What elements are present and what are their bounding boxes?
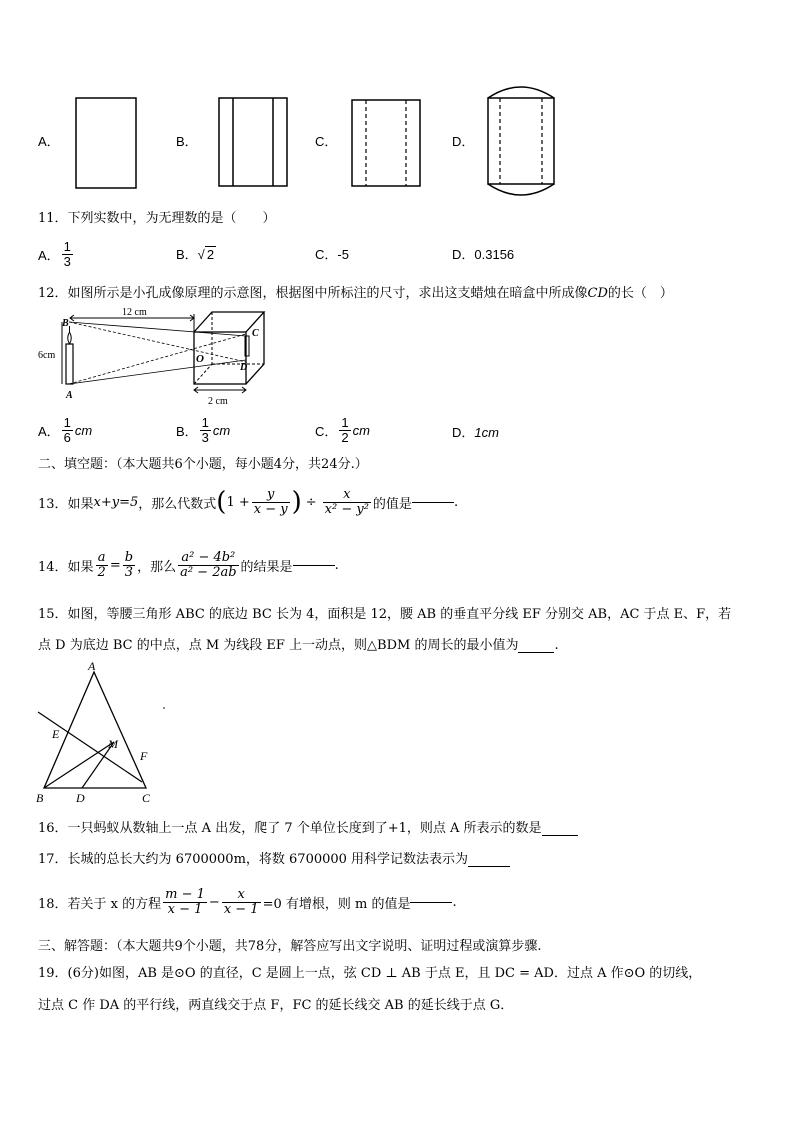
q12-option-a bbox=[38, 410, 92, 450]
q10-option-a-figure bbox=[74, 96, 138, 190]
q11-option-d: D．0.3156 bbox=[452, 247, 515, 262]
q13-f1-numerator: y bbox=[252, 488, 290, 503]
q16 bbox=[38, 817, 578, 836]
q11-option-a-letter: A． bbox=[38, 247, 60, 263]
q14-a-numerator: a bbox=[96, 551, 108, 566]
q10-option-d-letter: D． bbox=[452, 134, 475, 149]
q18: 18．若关于 x 的方程 $\frac{m - 1}{x - 1}$ − $\frac{x}{x - 1}$ =0 有增根，则 m 的值是 . bbox=[38, 886, 457, 917]
q13-answer-blank[interactable] bbox=[412, 502, 454, 503]
q18-f2-numerator: x bbox=[222, 888, 261, 903]
q12-label-d: D bbox=[240, 362, 248, 373]
q14-expr-denominator: a² − 2ab bbox=[180, 564, 237, 580]
right-paren-icon: ) bbox=[291, 487, 302, 517]
q17-answer-blank[interactable] bbox=[468, 866, 510, 867]
q10-option-c-letter: C． bbox=[315, 134, 338, 149]
q12-label-o: O bbox=[196, 353, 204, 365]
q12-dim-top: 12 cm bbox=[122, 307, 147, 318]
q12-label-c: C bbox=[252, 328, 259, 339]
q12-option-c bbox=[315, 410, 370, 450]
q15-label-a: A bbox=[88, 660, 96, 673]
q14-suffix: 的结果是 bbox=[240, 559, 293, 575]
q12-option-d-letter: D． bbox=[452, 425, 475, 440]
q13-one-plus: 1 + bbox=[226, 494, 250, 510]
q12-dim-bottom: 2 cm bbox=[208, 396, 228, 407]
q15-line-2-text: 点 D 为底边 BC 的中点，点 M 为线段 EF 上一动点，则△BDM 的周长的最小值为 bbox=[38, 638, 519, 653]
q18-prefix: 18．若关于 x 的方程 bbox=[38, 896, 162, 912]
q12-option-c-denominator: 2 bbox=[341, 429, 349, 445]
q15-figure bbox=[34, 660, 174, 804]
q17 bbox=[38, 848, 510, 867]
q12-stem-text: 12．如图所示是小孔成像原理的示意图，根据图中所标注的尺寸，求出这支蜡烛在暗盒中所成像 bbox=[38, 286, 588, 301]
q10-option-a-letter: A． bbox=[38, 134, 60, 149]
q17-text: 17．长城的总长大约为 6700000m，将数 6700000 用科学记数法表示为 bbox=[38, 852, 469, 867]
q15-label-c: C bbox=[142, 791, 151, 804]
q15-label-f: F bbox=[140, 749, 148, 763]
q12-option-a-unit: cm bbox=[74, 422, 93, 438]
q11-option-b-letter: B． bbox=[176, 247, 198, 262]
q11-option-b bbox=[176, 244, 216, 263]
q12-option-a-numerator: 1 bbox=[63, 414, 71, 430]
q19-line-1: 19．(6分)如图，AB 是⊙O 的直径，C 是圆上一点，弦 CD ⊥ AB 于点 E，且 DC = AD．过点 A 作⊙O 的切线， bbox=[38, 966, 702, 981]
q14-a-denominator: 2 bbox=[97, 564, 106, 580]
q13-f1-denominator: x − y bbox=[253, 501, 288, 517]
q18-suffix: =0 有增根，则 m 的值是 bbox=[262, 896, 411, 912]
q13-middle: ，那么代数式 bbox=[138, 496, 217, 512]
q12-figure bbox=[32, 306, 272, 410]
q12-option-d-value: 1cm bbox=[474, 425, 499, 440]
q14-b-denominator: 3 bbox=[124, 564, 134, 580]
q14-b-numerator: b bbox=[124, 549, 134, 565]
q11-option-a-denominator: 3 bbox=[63, 253, 71, 269]
q16-answer-blank[interactable] bbox=[542, 835, 578, 836]
q12-option-d bbox=[452, 422, 499, 441]
q16-text: 16．一只蚂蚁从数轴上一点 A 出发，爬了 7 个单位长度到了+1，则点 A 所表示的数是 bbox=[38, 821, 542, 836]
q14-equals: = bbox=[109, 557, 121, 573]
q14-answer-blank[interactable] bbox=[293, 565, 335, 566]
q15-line-1: 15．如图，等腰三角形 ABC 的底边 BC 长为 4，面积是 12，腰 AB 的垂直平分线 EF 分别交 AB，AC 于点 E、F，若 bbox=[38, 607, 732, 622]
q15-line-2: 点 D 为底边 BC 的中点，点 M 为线段 EF 上一动点，则△BDM 的周长的最小值为 . bbox=[38, 638, 559, 653]
q12-label-b: B bbox=[62, 318, 69, 329]
q12-option-a-denominator: 6 bbox=[63, 429, 71, 445]
q11-option-c: C．-5 bbox=[315, 247, 349, 262]
q11-option-a bbox=[38, 234, 75, 274]
q13-condition: x+y=5 bbox=[93, 494, 139, 510]
q18-f1-denominator: x − 1 bbox=[167, 901, 203, 917]
q10-option-d-figure bbox=[484, 80, 558, 202]
q12-option-b-numerator: 1 bbox=[201, 414, 209, 430]
q12-option-c-letter: C． bbox=[315, 423, 338, 439]
q13-divide: ÷ bbox=[305, 494, 317, 510]
q15-label-b: B bbox=[36, 791, 44, 804]
q12-stem-var: CD bbox=[587, 286, 608, 301]
left-paren-icon: ( bbox=[216, 487, 227, 517]
q14: 14．如果 $\frac{a}{2}$ = $\frac{b}{3}$ ，那么 $\frac{\text{a² − 4b²}}{\text{a² − 2ab}}$ 的结果是 . bbox=[38, 549, 339, 580]
q12-dim-left: 6cm bbox=[38, 350, 56, 361]
q13-suffix: 的值是 bbox=[372, 496, 412, 512]
q18-f2-denominator: x − 1 bbox=[223, 901, 259, 917]
q12-option-b bbox=[176, 410, 230, 450]
section-3-heading: 三、解答题：（本大题共9个小题，共78分，解答应写出文字说明、证明过程或演算步骤. bbox=[38, 939, 542, 954]
q12-label-a: A bbox=[66, 390, 73, 401]
q12-option-a-letter: A． bbox=[38, 423, 60, 439]
q14-expr-numerator: a² − 4b² bbox=[178, 551, 238, 566]
q13: 13．如果 x+y=5 ，那么代数式 ( 1 + $\frac{y}{x - y}$ ) ÷ $\frac{x}{\text{x² − y²}}$ 的值是 . bbox=[38, 486, 459, 517]
q13-prefix: 13．如果 bbox=[38, 496, 94, 512]
q12-stem-end: 的长（ ） bbox=[607, 286, 673, 301]
q10-option-b-letter: B． bbox=[176, 134, 198, 149]
q12-option-b-letter: B． bbox=[176, 423, 198, 439]
q14-prefix: 14．如果 bbox=[38, 559, 94, 575]
q18-minus: − bbox=[208, 894, 220, 910]
section-2-heading: 二、填空题：（本大题共6个小题，每小题4分，共24分.） bbox=[38, 457, 368, 472]
q14-middle: ，那么 bbox=[137, 559, 177, 575]
q11-option-b-radicand: 2 bbox=[206, 247, 215, 262]
q13-f2-numerator: x bbox=[323, 488, 371, 503]
q15-label-m: M bbox=[108, 737, 118, 751]
q15-label-e: E bbox=[52, 727, 60, 741]
q10-option-b-figure bbox=[217, 96, 289, 190]
q15-answer-blank[interactable] bbox=[518, 652, 554, 653]
q11-option-a-numerator: 1 bbox=[63, 238, 71, 254]
q12-option-c-unit: cm bbox=[352, 422, 370, 438]
q15-label-d: D bbox=[76, 791, 85, 804]
q18-answer-blank[interactable] bbox=[410, 902, 452, 903]
q11-stem: 11．下列实数中，为无理数的是（ ） bbox=[38, 211, 276, 226]
q12-option-b-unit: cm bbox=[212, 422, 231, 438]
q18-f1-numerator: m − 1 bbox=[165, 886, 205, 902]
sqrt-icon: √ bbox=[197, 247, 205, 262]
q12-option-c-numerator: 1 bbox=[341, 414, 349, 430]
q12-stem bbox=[38, 282, 673, 301]
q10-option-c-figure bbox=[350, 98, 422, 188]
q19-line-2: 过点 C 作 DA 的平行线，两直线交于点 F，FC 的延长线交 AB 的延长线于点 G． bbox=[38, 998, 514, 1013]
q13-f2-denominator: x² − y² bbox=[324, 501, 369, 517]
q12-option-b-denominator: 3 bbox=[201, 429, 209, 445]
